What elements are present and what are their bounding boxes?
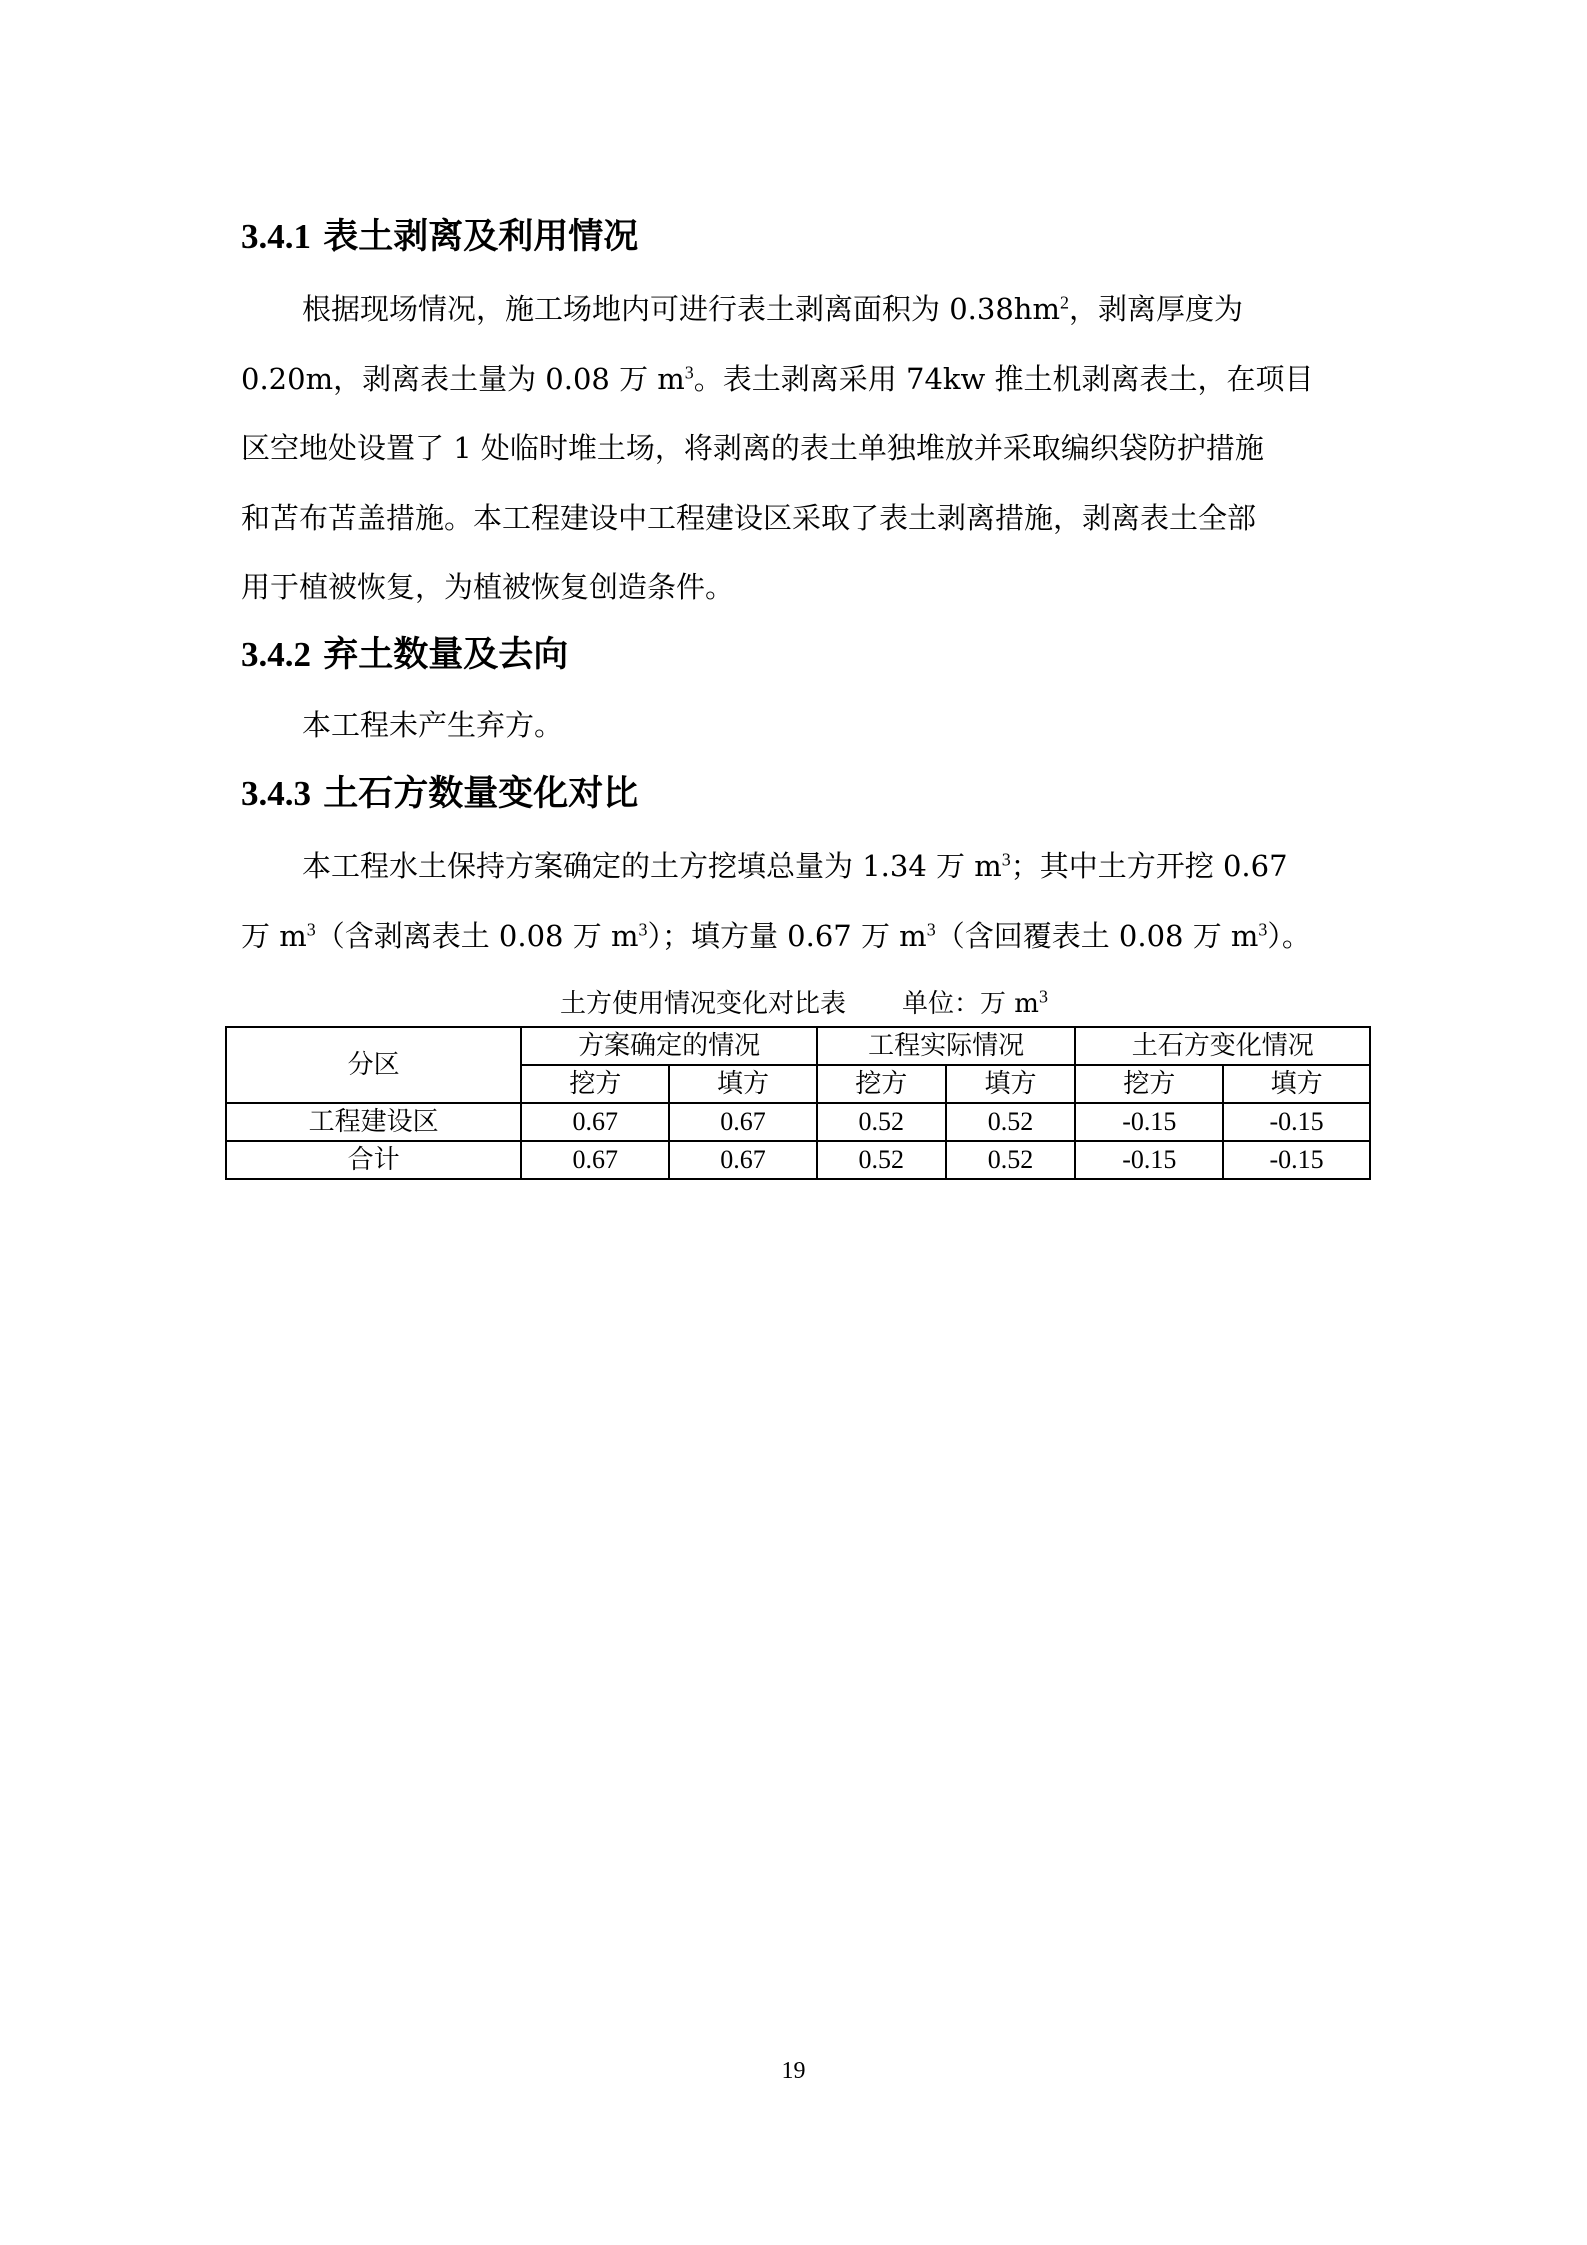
- text-run: （含回覆表土 0.08 万 m: [935, 918, 1259, 953]
- table-header-row: [226, 1027, 1370, 1065]
- superscript: 3: [1038, 986, 1048, 1007]
- text-line: [241, 832, 1357, 902]
- superscript: 3: [1001, 849, 1011, 870]
- table-cell: -0.15: [1075, 1103, 1223, 1141]
- header-cell: 方案确定的情况: [521, 1027, 817, 1065]
- table-cell: 0.67: [669, 1141, 817, 1179]
- text-line: [241, 275, 1357, 345]
- table-row: [226, 1141, 1370, 1179]
- section-heading-3-4-1: [241, 216, 638, 258]
- section-heading-3-4-3: [241, 773, 638, 815]
- header-cell: 挖方: [1075, 1065, 1223, 1103]
- header-cell: 分区: [226, 1027, 521, 1103]
- header-cell: 工程实际情况: [817, 1027, 1076, 1065]
- header-cell: 挖方: [817, 1065, 946, 1103]
- text-run: ）；填方量 0.67 万 m: [647, 918, 927, 953]
- caption-unit: [902, 986, 1048, 1019]
- text-run: 本工程未产生弃方。: [302, 708, 564, 742]
- table-cell: 0.52: [946, 1141, 1076, 1179]
- header-cell: 挖方: [521, 1065, 669, 1103]
- table-cell: 合计: [226, 1141, 521, 1179]
- table-cell: 0.52: [946, 1103, 1076, 1141]
- superscript: 3: [638, 918, 648, 939]
- text-run: ；其中土方开挖 0.67: [1010, 849, 1288, 883]
- caption-title: 土方使用情况变化对比表: [560, 989, 847, 1019]
- text-run: 。表土剥离采用 74kw 推土机剥离表土，在项目: [693, 361, 1314, 396]
- section-heading-3-4-2: [241, 634, 568, 676]
- table-row: [226, 1103, 1370, 1141]
- superscript: 2: [1059, 292, 1069, 313]
- superscript: 3: [926, 918, 936, 939]
- section-number: 3.4.1: [241, 217, 311, 256]
- page-number: 19: [781, 2058, 806, 2084]
- table-cell: -0.15: [1223, 1141, 1370, 1179]
- text-run: 0.20m，剥离表土量为 0.08 万 m: [241, 361, 685, 396]
- text-run: （含剥离表土 0.08 万 m: [315, 918, 639, 953]
- section-number: 3.4.2: [241, 635, 311, 674]
- unit-label: 单位：万 m: [902, 989, 1039, 1019]
- paragraph-topsoil: [241, 275, 1357, 623]
- section-title: 表土剥离及利用情况: [323, 217, 639, 257]
- header-cell: 填方: [1223, 1065, 1370, 1103]
- text-run: 万 m: [241, 918, 307, 953]
- paragraph-spoil: [241, 691, 1357, 761]
- header-cell: 填方: [946, 1065, 1076, 1103]
- text-run: 根据现场情况，施工场地内可进行表土剥离面积为 0.38hm: [302, 292, 1060, 326]
- section-title: 土石方数量变化对比: [323, 774, 639, 814]
- header-cell: 填方: [669, 1065, 817, 1103]
- section-number: 3.4.3: [241, 774, 311, 813]
- superscript: 3: [1258, 918, 1268, 939]
- text-run: ）。: [1267, 918, 1311, 953]
- table-cell: 0.52: [817, 1141, 946, 1179]
- text-line: 用于植被恢复，为植被恢复创造条件。: [241, 570, 735, 604]
- table-cell: 0.67: [521, 1103, 669, 1141]
- table-cell: 0.67: [669, 1103, 817, 1141]
- section-title: 弃土数量及去向: [323, 635, 569, 675]
- text-line: [241, 345, 1357, 415]
- header-cell: 土石方变化情况: [1075, 1027, 1370, 1065]
- paragraph-earthwork: [241, 832, 1357, 971]
- table-cell: -0.15: [1075, 1141, 1223, 1179]
- table-cell: 工程建设区: [226, 1103, 521, 1141]
- superscript: 3: [306, 918, 316, 939]
- text-run: ，剥离厚度为: [1068, 292, 1243, 326]
- table-cell: -0.15: [1223, 1103, 1370, 1141]
- superscript: 3: [684, 361, 694, 382]
- table-cell: 0.67: [521, 1141, 669, 1179]
- table-caption: [560, 983, 1048, 1020]
- earthwork-comparison-table: [225, 1026, 1371, 1180]
- text-run: 本工程水土保持方案确定的土方挖填总量为 1.34 万 m: [302, 849, 1002, 883]
- text-line: 区空地处设置了 1 处临时堆土场，将剥离的表土单独堆放并采取编织袋防护措施: [241, 431, 1264, 465]
- text-line: [241, 691, 1357, 761]
- table-cell: 0.52: [817, 1103, 946, 1141]
- text-line: 和苫布苫盖措施。本工程建设中工程建设区采取了表土剥离措施，剥离表土全部: [241, 500, 1257, 535]
- text-line: [241, 902, 1357, 972]
